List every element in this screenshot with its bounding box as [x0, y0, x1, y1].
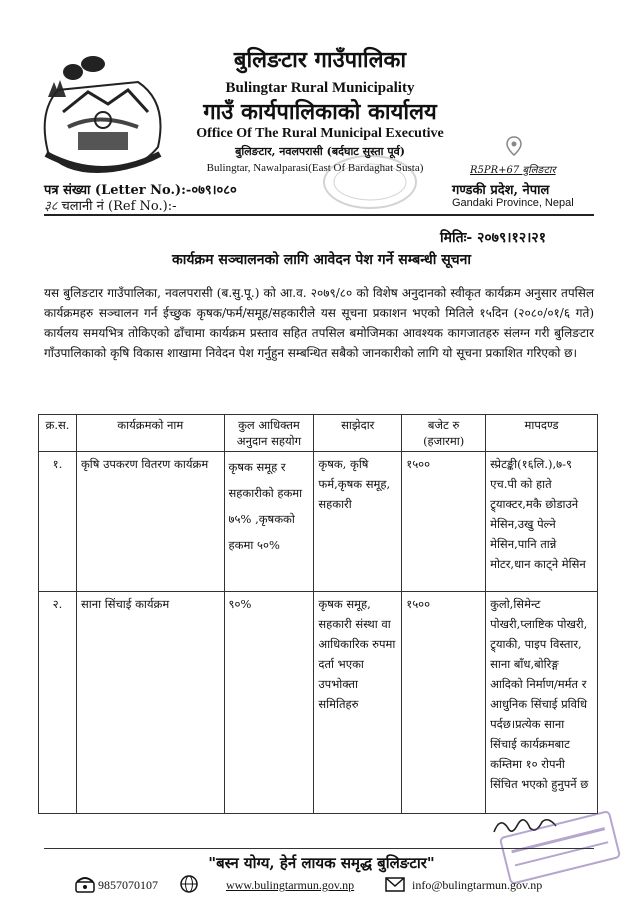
footer-website[interactable]: www.bulingtarmun.gov.np [226, 878, 355, 892]
notice-title: कार्यक्रम सञ्चालनको लागि आवेदन पेश गर्ने सम्बन्धी सूचना [171, 252, 472, 268]
table-row [39, 592, 598, 814]
phone-icon [74, 874, 96, 894]
email-icon [384, 874, 406, 894]
municipality-name-en: Bulingtar Rural Municipality [225, 80, 415, 96]
col-grant: कुल आधिक्तम अनुदान सहयोग [224, 415, 314, 452]
col-partner: साझेदार [314, 415, 402, 452]
program-table [38, 414, 598, 814]
cell-budget: १५०० [402, 592, 486, 814]
cell-program-name: कृषि उपकरण वितरण कार्यक्रम [76, 452, 224, 592]
office-name-np: गाउँ कार्यपालिकाको कार्यालय [203, 99, 437, 125]
office-name-en: Office Of The Rural Municipal Executive [196, 126, 444, 141]
col-program-name: कार्यक्रमको नाम [76, 415, 224, 452]
cell-grant: ९०% [224, 592, 314, 814]
col-criteria: मापदण्ड [486, 415, 598, 452]
plus-code: R5PR+67 बुलिङटार [470, 165, 556, 176]
address-en: Bulingtar, Nawalparasi(East Of Bardaghat Susta) [206, 162, 424, 174]
header-divider [44, 214, 594, 216]
globe-icon [178, 874, 200, 894]
table-header-row [39, 415, 598, 452]
col-sn: क्र.स. [39, 415, 77, 452]
cell-partner: कृषक, कृषि फर्म,कृषक समूह, सहकारी [314, 452, 402, 592]
cell-budget: १५०० [402, 452, 486, 592]
notice-date: मितिः- २०७९।१२।२१ [440, 230, 546, 246]
province-en: Gandaki Province, Nepal [452, 197, 574, 209]
cell-criteria: स्प्रेटङ्की(१६लि.),७-९ एच.पी को हाते ट्र्याक्टर,मकै छोडाउने मेसिन,उखु पेल्ने मेसिन,पानि तान्ने मोटर,धान काट्ने मेसिन [486, 452, 598, 592]
footer-email[interactable]: info@bulingtarmun.gov.np [412, 878, 543, 892]
footer-slogan: "बस्न योग्य, हेर्न लायक समृद्ध बुलिङटार" [208, 854, 435, 872]
table-row [39, 452, 598, 592]
location-pin-icon [503, 135, 525, 157]
cell-criteria: कुलो,सिमेन्ट पोखरी,प्लाष्टिक पोखरी, ट्र्याकी, पाइप विस्तार, साना बाँध,बोरिङ्ग आदिको निर्माण/मर्मत र आधुनिक सिंचाई प्रविधि पर्दछ।प्रत्येक साना सिंचाई कार्यक्रमबाट कम्तिमा १० रोपनी सिंचित भएको हुनुपर्ने छ [486, 592, 598, 814]
footer-phone: 9857070107 [98, 878, 158, 892]
cell-grant: कृषक समूह र सहकारीको हकमा ७५% ,कृषकको हकमा ५०% [224, 452, 314, 592]
reference-label: चलानी नं (Ref No.):- [61, 199, 177, 214]
address-np: बुलिङटार, नवलपरासी (बर्दघाट सुस्ता पूर्व) [235, 145, 405, 158]
office-stamp-icon [320, 152, 420, 212]
footer-divider [44, 848, 594, 849]
cell-partner: कृषक समूह, सहकारी संस्था वा आधिकारिक रुपमा दर्ता भएका उपभोक्ता समितिहरु [314, 592, 402, 814]
cell-sn: १. [39, 452, 77, 592]
reference-number [44, 196, 176, 214]
handwritten-ref: ३८ [44, 199, 58, 214]
notice-body: यस बुलिङटार गाउँपालिका, नवलपरासी (ब.सु.पू.) को आ.व. २०७९/८० को विशेष अनुदानको स्वीकृत कार्यक्रम अनुसार तपसिल कार्यक्रमहरु सञ्चालन गर्न ईच्छुक कृषक/फर्म/समूह/सहकारीले यस सूचना प्रकाशन भएको मितिले १५दिन (२०८०/०१/६ गते) कार्यलय समयभित्र तोकिएको ढाँचामा कार्यक्रम प्रस्ताव सहित तपसिल बमोजिमका आवश्यक कागजातहरु संलग्न गरी बुलिङटार गाँउपालिकाको कृषि विकास शाखामा निवेदन पेश गर्नुहुन सम्बन्धित सबैको जानकारीको लागि यो सूचना प्रकाशित गरिएको छ। [44, 286, 594, 360]
cell-program-name: साना सिंचाई कार्यक्रम [76, 592, 224, 814]
col-budget: बजेट रु (हजारमा) [402, 415, 486, 452]
cell-sn: २. [39, 592, 77, 814]
municipality-name-np: बुलिङटार गाउँपालिका [233, 47, 407, 73]
letter-number: पत्र संख्या (Letter No.):-०७९।०८० [44, 183, 237, 198]
province-np: गण्डकी प्रदेश, नेपाल [452, 183, 550, 198]
